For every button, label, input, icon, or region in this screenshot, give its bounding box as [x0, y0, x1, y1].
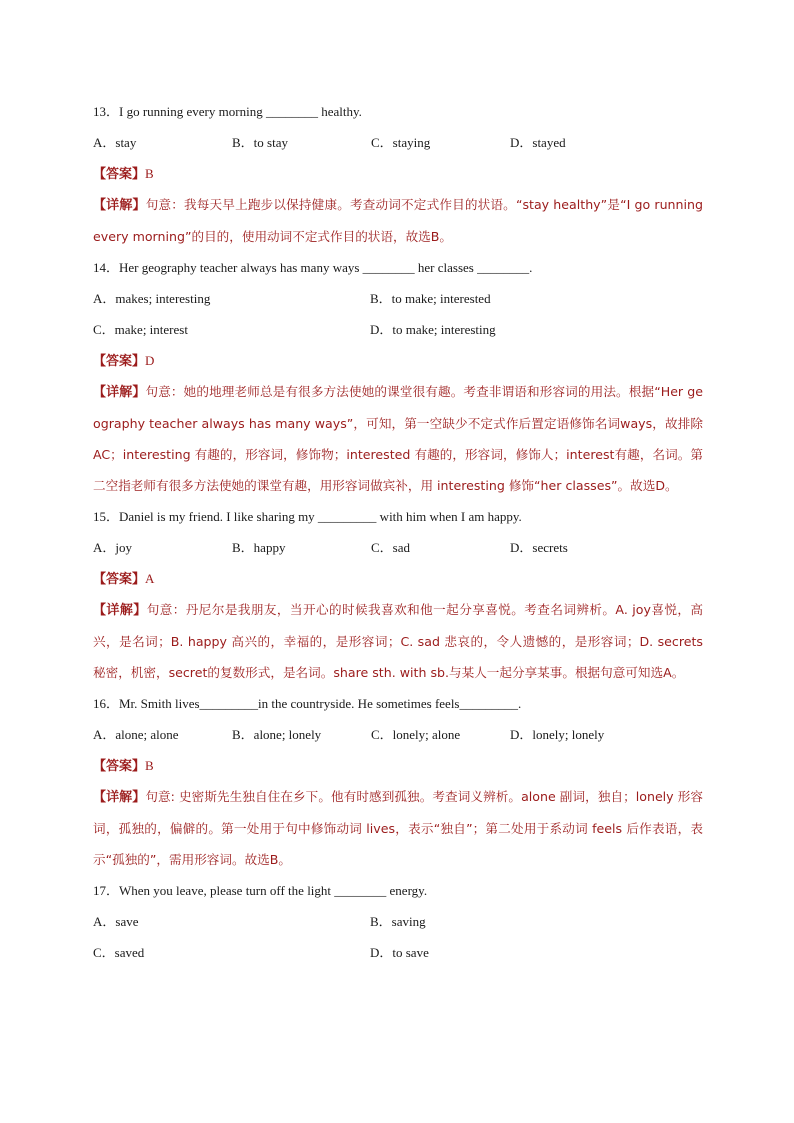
question-17-options-row1: [93, 906, 703, 937]
answer-tag: 【答案】: [93, 572, 146, 587]
option-d: D．stayed: [510, 135, 566, 150]
option-c: C．make; interest: [93, 322, 188, 337]
answer-tag: 【答案】: [93, 759, 146, 774]
explanation-text: 句意：她的地理老师总是有很多方法使她的课堂很有趣。考查非谓语和形容词的用法。根据“Her geography teacher always has many ways”，可知，第一空缺少不定式作后置定语修饰名词ways，故排除AC；interesting 有趣的，形容词，修饰物；interested 有趣的，形容词，修饰人；interest有趣，名词。第二空指老师有很多方法使她的课堂有趣，用形容词做宾补，用 interesting 修饰“her classes”。故选D。: [93, 384, 703, 493]
question-16-options: [93, 719, 703, 750]
option-d: D．to make; interesting: [370, 322, 496, 337]
option-c: C．sad: [371, 540, 411, 555]
explain-tag: 【详解】: [93, 603, 147, 618]
question-13-options: [93, 127, 703, 158]
option-b: B．happy: [232, 540, 286, 555]
question-15-explanation: [93, 594, 703, 688]
option-a: A．stay: [93, 135, 137, 150]
question-16-explanation: [93, 781, 703, 875]
question-17-stem: 17．When you leave, please turn off the light ________ energy.: [93, 883, 428, 898]
explain-tag: 【详解】: [93, 198, 146, 213]
question-15-stem: 15．Daniel is my friend. I like sharing my _________ with him when I am happy.: [93, 509, 522, 524]
option-b: B．to stay: [232, 135, 288, 150]
answer-tag: 【答案】: [93, 354, 146, 369]
option-b: B．alone; lonely: [232, 727, 322, 742]
question-16-answer: [93, 750, 703, 781]
explanation-text: 句意：丹尼尔是我朋友，当开心的时候我喜欢和他一起分享喜悦。考查名词辨析。A. joy喜悦，高兴，是名词；B. happy 高兴的，幸福的，是形容词；C. sad 悲哀的，令人遗憾的，是形容词；D. secrets 秘密，机密，secret的复数形式，是名词。share sth. with sb.与某人一起分享某事。根据句意可知选A。: [93, 602, 703, 680]
explain-tag: 【详解】: [93, 385, 146, 400]
question-14-stem: 14．Her geography teacher always has many ways ________ her classes ________.: [93, 260, 533, 275]
question-14-explanation: [93, 376, 703, 501]
answer-tag: 【答案】: [93, 167, 146, 182]
option-b: B．saving: [370, 914, 426, 929]
answer-value: B: [145, 166, 154, 181]
document-page: [93, 96, 703, 968]
question-14-answer: [93, 345, 703, 376]
question-13-explanation: [93, 189, 703, 252]
option-a: A．joy: [93, 540, 133, 555]
question-13-answer: [93, 158, 703, 189]
explain-tag: 【详解】: [93, 790, 146, 805]
answer-value: D: [145, 353, 155, 368]
option-d: D．lonely; lonely: [510, 727, 605, 742]
question-14-options-row2: [93, 314, 703, 345]
option-c: C．staying: [371, 135, 431, 150]
question-14-options-row1: [93, 283, 703, 314]
answer-value: B: [145, 758, 154, 773]
question-15-options: [93, 532, 703, 563]
question-16-stem: 16．Mr. Smith lives_________in the countryside. He sometimes feels_________.: [93, 696, 522, 711]
answer-value: A: [145, 571, 155, 586]
option-a: A．save: [93, 914, 139, 929]
option-b: B．to make; interested: [370, 291, 491, 306]
explanation-text: 句意：我每天早上跑步以保持健康。考查动词不定式作目的状语。“stay healthy”是“I go running every morning”的目的，使用动词不定式作目的状语，故选B。: [93, 197, 703, 244]
question-17-options-row2: [93, 937, 703, 968]
question-15-answer: [93, 563, 703, 594]
explanation-text: 句意: 史密斯先生独自住在乡下。他有时感到孤独。考查词义辨析。alone 副词，独自；lonely 形容词，孤独的，偏僻的。第一处用于句中修饰动词 lives，表示“独自”；第二处用于系动词 feels 后作表语，表示“孤独的”，需用形容词。故选B。: [93, 789, 703, 867]
option-d: D．secrets: [510, 540, 568, 555]
question-13-stem: 13．I go running every morning ________ healthy.: [93, 104, 362, 119]
option-d: D．to save: [370, 945, 429, 960]
option-a: A．makes; interesting: [93, 291, 211, 306]
option-c: C．lonely; alone: [371, 727, 461, 742]
option-a: A．alone; alone: [93, 727, 179, 742]
option-c: C．saved: [93, 945, 145, 960]
